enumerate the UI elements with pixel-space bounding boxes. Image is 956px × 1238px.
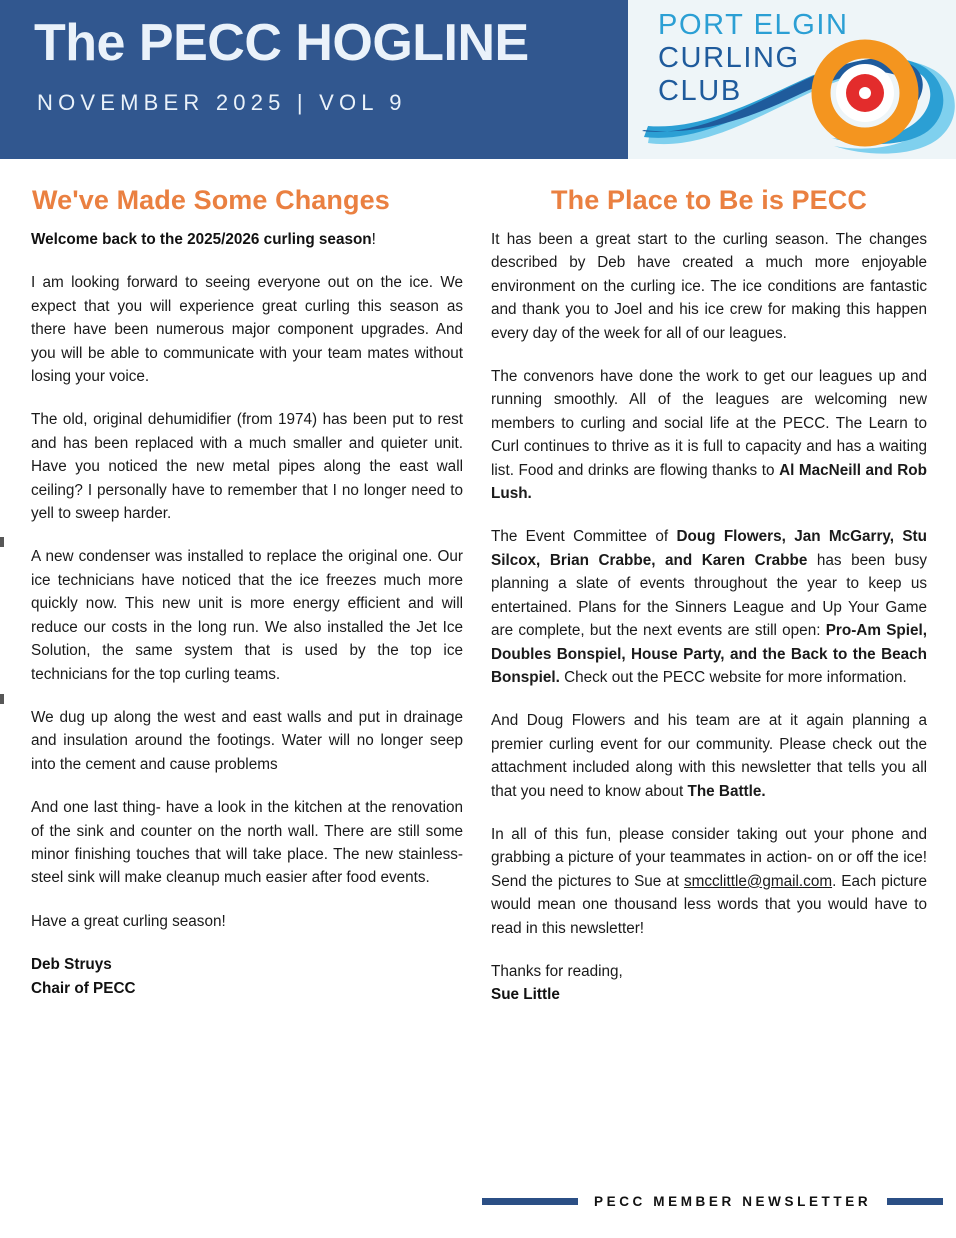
left-signature-title: Chair of PECC	[31, 979, 136, 997]
right-p5-tail: . Each picture would mean one thousand less words that you would have to read in this newsletter!	[491, 872, 927, 937]
footer-label: PECC MEMBER NEWSLETTER	[594, 1194, 872, 1209]
right-p3-intro: The Event Committee of	[491, 528, 677, 546]
left-signature-name: Deb Struys	[31, 956, 112, 974]
column-right	[491, 184, 927, 1007]
right-p2-text: The convenors have done the work to get our leagues up and running smoothly. All of the leagues are welcoming new members to curling and social life at the PECC. The Learn to Curl continues to thrive as it is full to capacity and has a waiting list. Food and drinks are flowing thanks to	[491, 368, 927, 479]
masthead-header	[0, 0, 956, 159]
left-lead-exclaim: !	[371, 231, 376, 248]
right-p3-middle: has been busy planning a slate of events throughout the year to keep us entertained. Plans for the Sinners League and Up Your Game are complete, but the next events are still open:	[491, 551, 927, 640]
left-paragraph-4: We dug up along the west and east walls and put in drainage and insulation around the footings. Water will no longer seep into the cement and cause problems	[31, 708, 463, 773]
logo-line-3: CLUB	[658, 75, 742, 107]
right-paragraph-3	[491, 525, 927, 689]
left-section-heading: We've Made Some Changes	[32, 185, 390, 215]
right-signature-name: Sue Little	[491, 986, 560, 1004]
right-p4-text: And Doug Flowers and his team are at it again planning a premier curling event for our community. Please check out the attachment included along with this newsletter that tells you all that you need to know about	[491, 712, 927, 800]
right-closing-line: Thanks for reading,	[491, 962, 623, 980]
newsletter-body	[0, 159, 956, 1179]
footer-rule-left	[482, 1198, 578, 1205]
left-paragraph-1: I am looking forward to seeing everyone out on the ice. We expect that you will experience great curling this season as there have been numerous major component upgrades. And you will be able to communicate with your team mates without losing your voice.	[31, 274, 463, 386]
right-p3-committee-names: Doug Flowers, Jan McGarry, Stu Silcox, Brian Crabbe, and Karen Crabbe	[491, 528, 927, 569]
logo-line-1: PORT ELGIN	[658, 9, 849, 41]
right-p4-event-name: The Battle.	[687, 782, 766, 800]
page-title: The PECC HOGLINE	[34, 14, 529, 72]
left-paragraph-2: The old, original dehumidifier (from 1974) has been put to rest and has been replaced with a much smaller and quieter unit. Have you noticed the new metal pipes along the east wall ceiling? I personally have to remember that I no longer need to yell to sweep harder.	[31, 411, 463, 523]
logo-line-2: CURLING	[658, 42, 800, 74]
left-lead-text: Welcome back to the 2025/2026 curling season	[31, 231, 372, 248]
left-lead-paragraph	[31, 228, 463, 251]
right-p5-text: In all of this fun, please consider taking out your phone and grabbing a picture of your teammates in action- on or off the ice! Send the pictures to Sue at	[491, 825, 927, 890]
left-paragraph-5: And one last thing- have a look in the kitchen at the renovation of the sink and counter on the north wall. There are still some minor finishing touches that will take place. The new stainless-steel sink will make cleanup much easier after food events.	[31, 799, 463, 887]
issue-line: NOVEMBER 2025 | VOL 9	[37, 90, 407, 115]
newsletter-footer	[0, 1186, 956, 1238]
target-center-dot	[859, 87, 871, 99]
pecc-logo	[628, 0, 956, 159]
left-paragraph-3: A new condenser was installed to replace the original one. Our ice technicians have noticed that the ice freezes much more quickly now. This new unit is more energy efficient and will reduce our costs in the long run. We also installed the Jet Ice Solution, the same system that is used by the top ice technicians for the top curling teams.	[31, 548, 463, 683]
right-paragraph-2	[491, 365, 927, 505]
right-p3-tail: Check out the PECC website for more information.	[559, 668, 907, 686]
email-link[interactable]: smcclittle@gmail.com	[683, 872, 833, 890]
right-p2-names: Al MacNeill and Rob Lush.	[491, 461, 927, 503]
right-section-heading: The Place to Be is PECC	[551, 185, 867, 215]
footer-rule-right	[887, 1198, 943, 1205]
right-paragraph-1: It has been a great start to the curling season. The changes described by Deb have created a much more enjoyable environment on the curling ice. The ice conditions are fantastic and thank you to Joel and his ice crew for making this happen every day of the week for all of our leagues.	[491, 231, 927, 342]
pecc-logo-graphic	[628, 0, 956, 159]
right-p3-event-names: Pro-Am Spiel, Doubles Bonspiel, House Party, and the Back to the Beach Bonspiel.	[491, 622, 928, 686]
left-paragraph-6: Have a great curling season!	[31, 912, 226, 930]
right-paragraph-4	[491, 709, 927, 803]
right-paragraph-5	[491, 823, 927, 940]
column-left	[31, 184, 463, 1000]
